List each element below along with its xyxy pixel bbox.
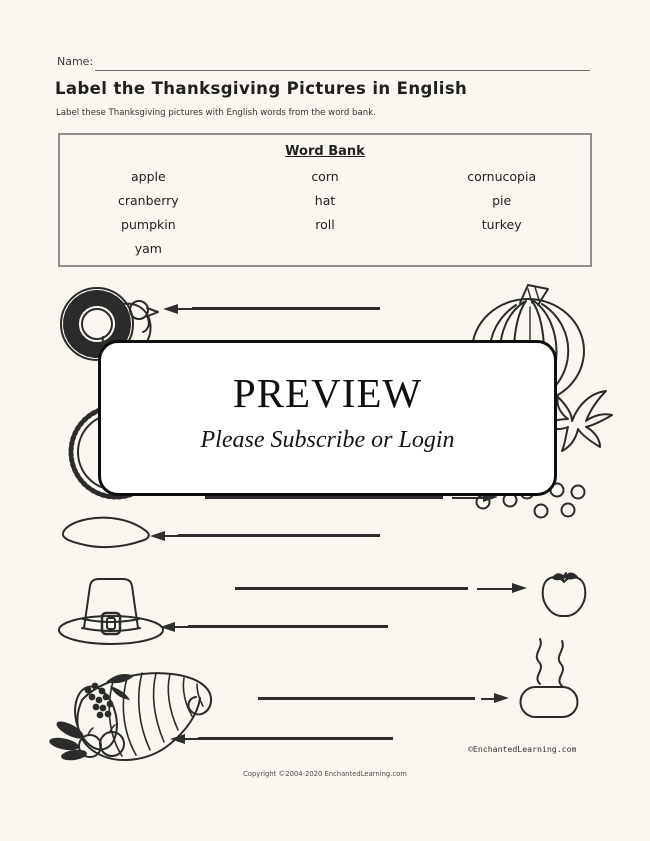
word-bank-word: turkey (481, 217, 522, 232)
arrow-shaft (164, 535, 178, 537)
arrow-shaft (477, 588, 512, 590)
arrow-to-hat-icon (160, 622, 175, 632)
instructions-text: Label these Thanksgiving pictures with English words from the word bank. (56, 108, 376, 118)
word-bank-grid (60, 165, 590, 261)
name-blank-line (95, 53, 590, 71)
word-bank-word: pie (492, 193, 512, 208)
answer-line-yam (178, 534, 380, 537)
roll-drawing (518, 684, 580, 720)
preview-overlay (98, 340, 557, 496)
arrow-shaft (481, 698, 495, 700)
answer-line-apple (235, 587, 468, 590)
subscribe-or-login-link[interactable]: Please Subscribe or Login (200, 427, 455, 453)
word-bank-title: Word Bank (285, 144, 365, 159)
word-bank-word: hat (314, 193, 336, 208)
arrow-shaft (184, 738, 198, 740)
word-bank-word: corn (311, 169, 339, 184)
yam-drawing (58, 512, 154, 552)
copyright-text: Copyright ©2004-2020 EnchantedLearning.com (243, 770, 407, 778)
name-label: Name: (57, 55, 94, 68)
word-bank-word: cornucopia (467, 169, 537, 184)
arrow-shaft (452, 497, 483, 499)
word-bank-word: cranberry (117, 193, 179, 208)
arrow-shaft (174, 626, 188, 628)
word-bank-word: apple (130, 169, 166, 184)
steam-icon (527, 636, 573, 686)
word-bank-box (58, 133, 592, 267)
cornucopia-drawing (48, 656, 213, 768)
apple-drawing (538, 568, 590, 622)
word-bank-word: yam (134, 241, 162, 256)
arrow-to-cornucopia-icon (170, 734, 185, 744)
answer-line-cranberries (205, 496, 443, 499)
answer-line-cornucopia (198, 737, 393, 740)
answer-line-roll (258, 697, 475, 700)
word-bank-word: roll (315, 217, 335, 232)
page-title: Label the Thanksgiving Pictures in English (55, 79, 468, 98)
answer-line-hat (188, 625, 388, 628)
word-bank-column-1 (60, 165, 237, 261)
hat-drawing (56, 570, 166, 648)
word-bank-word: pumpkin (121, 217, 176, 232)
preview-title: PREVIEW (232, 370, 423, 416)
arrow-to-turkey-icon (163, 304, 178, 314)
arrow-to-apple-icon (512, 583, 527, 593)
watermark-text: ©EnchantedLearning.com (468, 744, 577, 754)
arrow-shaft (177, 308, 192, 310)
arrow-to-yam-icon (150, 531, 165, 541)
arrow-to-roll-icon (494, 693, 509, 703)
answer-line-turkey (192, 307, 380, 310)
word-bank-column-3 (413, 165, 590, 261)
word-bank-column-2 (237, 165, 414, 261)
